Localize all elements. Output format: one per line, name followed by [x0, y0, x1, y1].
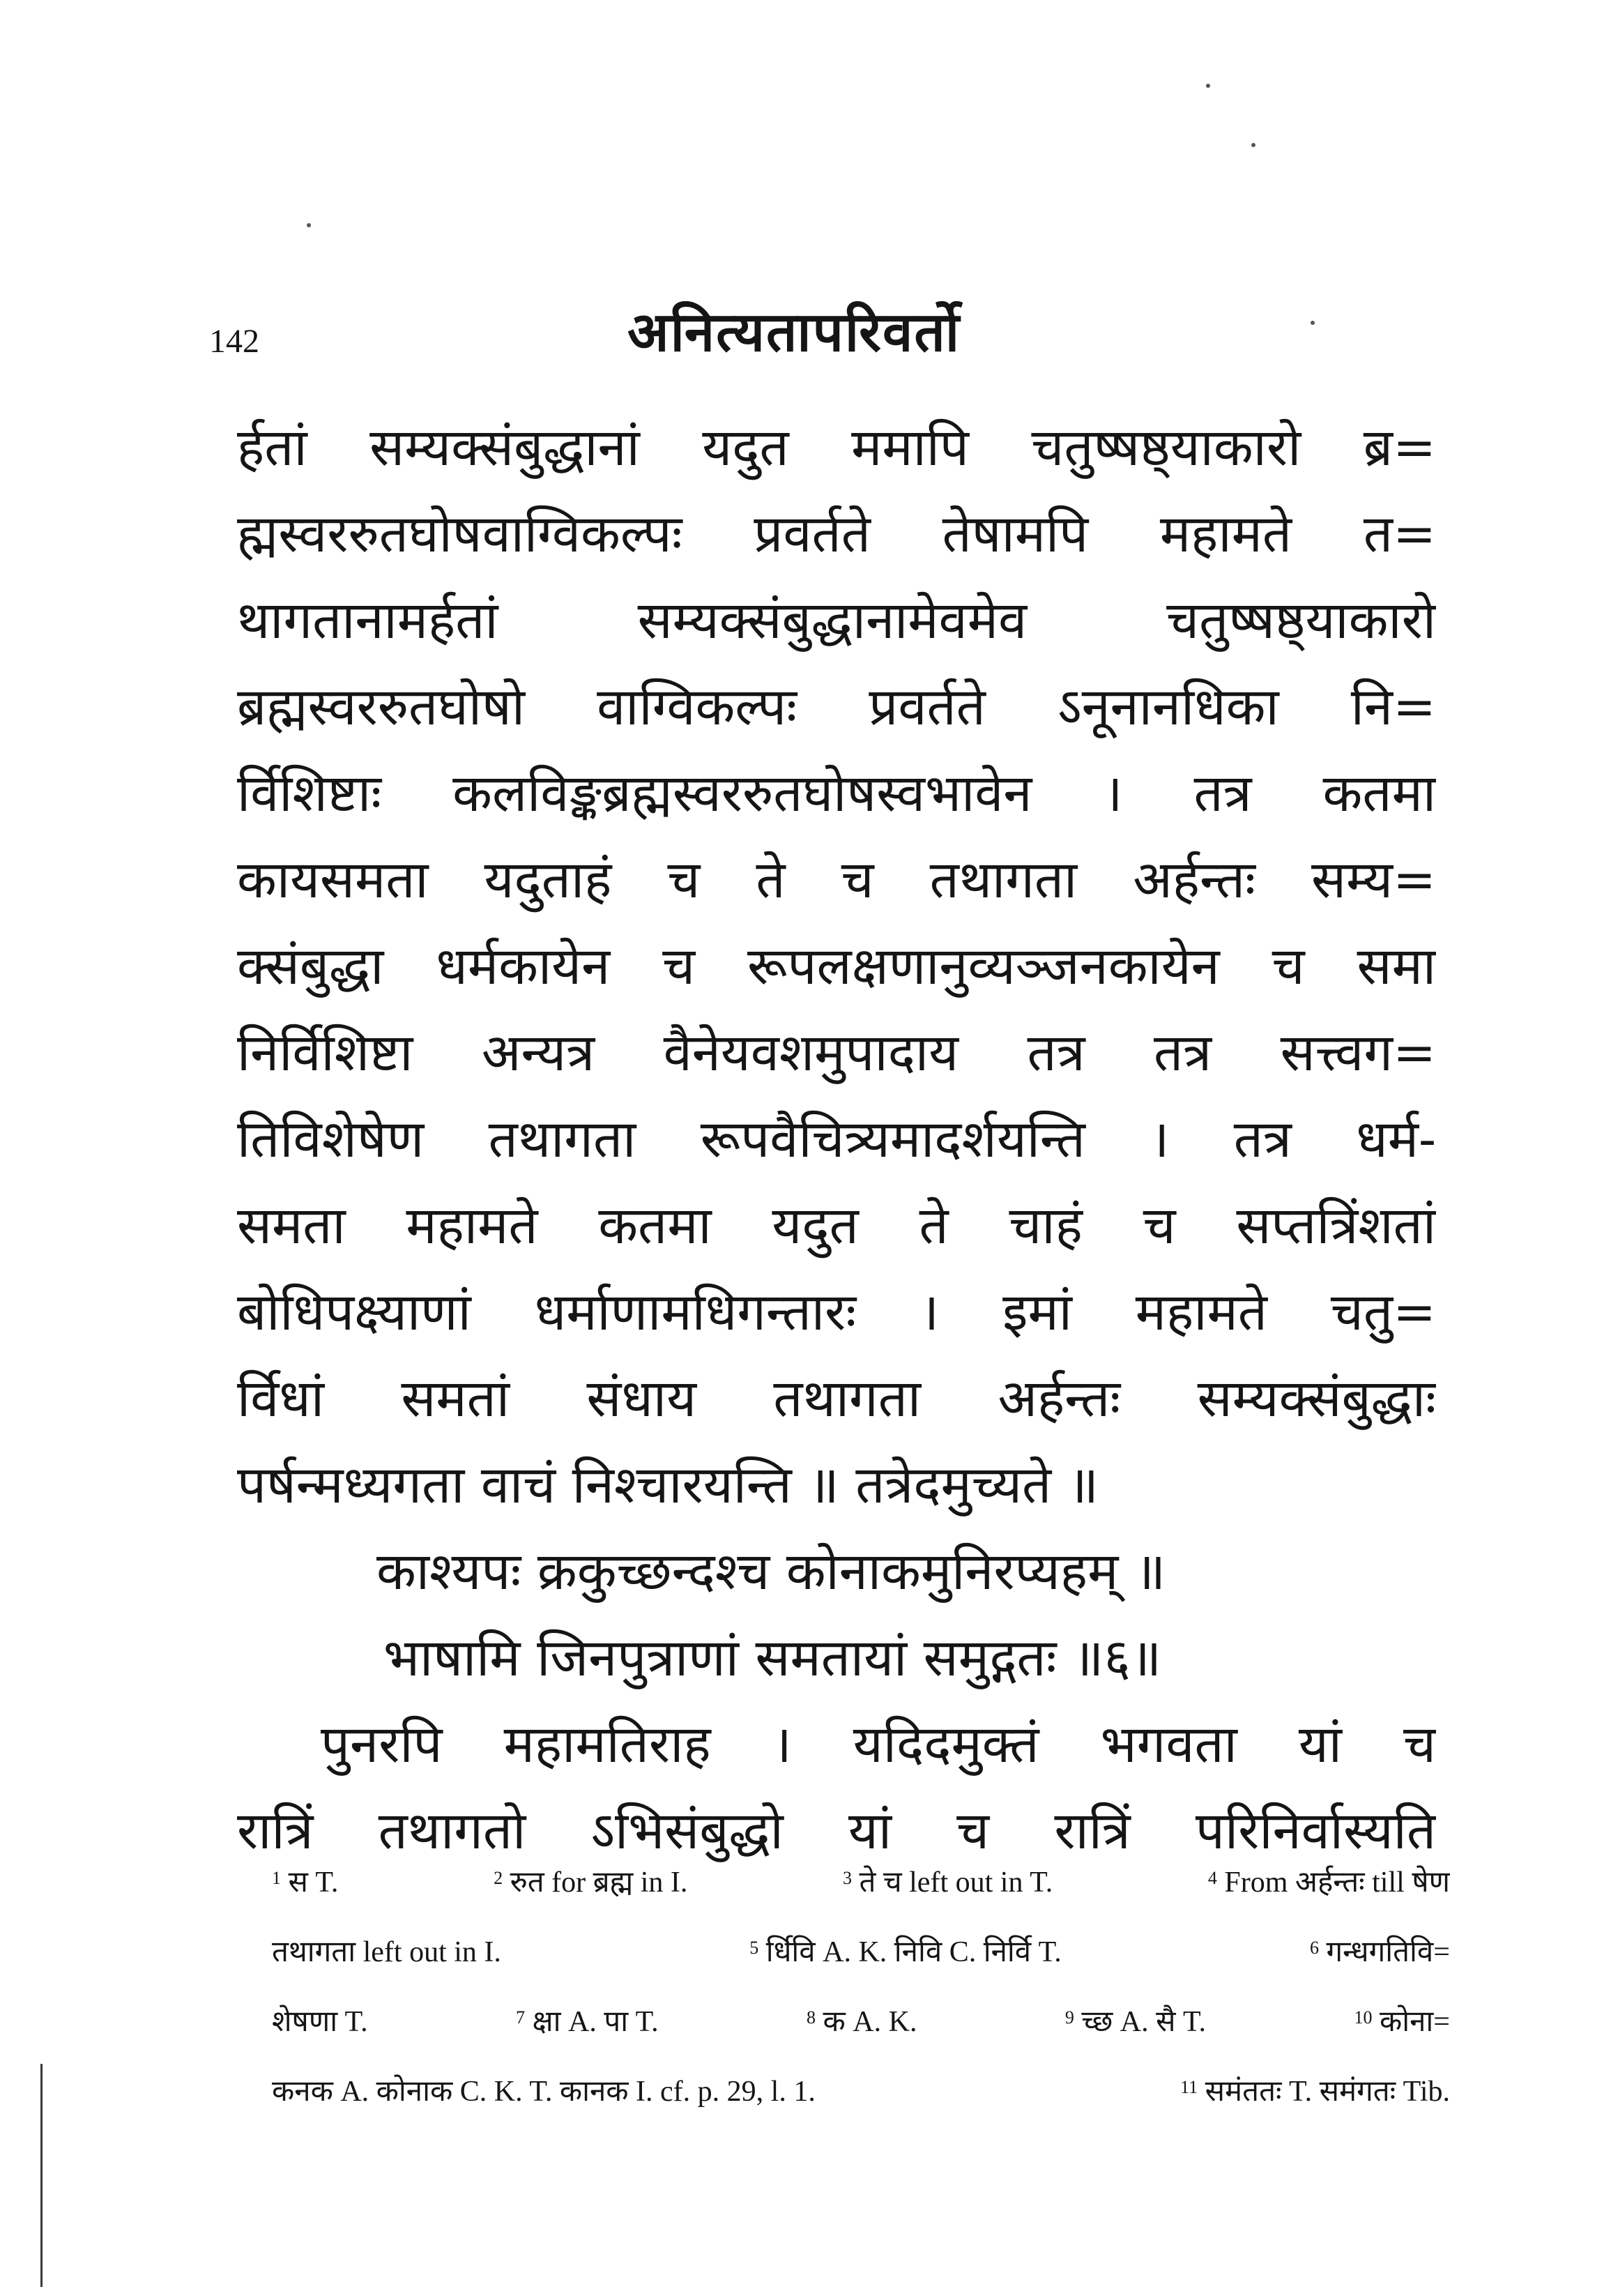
text-line: र्हतां सम्यक्संबुद्धानां यदुत ममापि चतुष्षष्ठ्याकारो ब्र=	[237, 418, 1436, 478]
page-header	[209, 279, 1408, 370]
footnote-number: 5	[749, 1938, 759, 1958]
footnote-number: 8	[807, 2007, 816, 2028]
footnote-text: कनक A. कोनाक C. K. T. कानक I. cf. p. 29, l. 1.	[272, 2076, 816, 2108]
text-line: कायसमता यदुताहं च ते च तथागता अर्हन्तः सम्य=	[237, 850, 1436, 910]
footnote-text: कोना=	[1379, 2006, 1450, 2038]
footnote-text: तथागता left out in I.	[272, 1936, 501, 1968]
footnote	[1354, 1987, 1450, 2057]
footnote-line	[272, 1917, 1450, 1987]
text-line: ब्रह्मस्वररुतघोषो वाग्विकल्पः प्रवर्तते ऽनूनानधिका नि=	[237, 677, 1436, 737]
footnote-number: 2	[494, 1868, 503, 1888]
footnote	[272, 2057, 816, 2127]
footnote	[843, 1848, 1053, 1917]
footnote-number: 1	[272, 1868, 281, 1888]
text-line: निर्विशिष्टा अन्यत्र वैनेयवशमुपादाय तत्र तत्र सत्त्वग=	[237, 1023, 1436, 1083]
footnote-text: स T.	[288, 1867, 339, 1899]
footnote-number: 3	[843, 1868, 853, 1888]
footnote	[272, 1848, 338, 1917]
text-line: ह्मस्वररुतघोषवाग्विकल्पः प्रवर्तते तेषामपि महामते त=	[237, 504, 1436, 564]
footnote	[1180, 2057, 1450, 2127]
running-title: अनित्यतापरिवर्तो	[627, 301, 961, 364]
footnote-line	[272, 2057, 1450, 2127]
footnotes	[272, 1848, 1450, 2127]
scan-speck	[307, 223, 311, 227]
text-line: र्विधां समतां संधाय तथागता अर्हन्तः सम्यक्संबुद्धाः	[237, 1369, 1436, 1429]
footnote-number: 10	[1354, 2007, 1373, 2028]
text-line: र्विशिष्टाः कलविङ्कब्रह्मस्वररुतघोषस्वभावेन । तत्र कतमा	[237, 763, 1436, 823]
footnote	[1310, 1917, 1450, 1987]
text-line: पुनरपि महामतिराह । यदिदमुक्तं भगवता यां च	[321, 1715, 1436, 1774]
footnote-number: 7	[516, 2007, 526, 2028]
footnote-text: समंततः T. समंगतः Tib.	[1205, 2076, 1450, 2108]
footnote	[749, 1917, 1062, 1987]
footnote-number: 11	[1180, 2077, 1198, 2097]
scan-speck	[1251, 143, 1255, 147]
text-line: समता महामते कतमा यदुत ते चाहं च सप्तत्रिंशतां	[237, 1196, 1436, 1256]
binding-shadow	[40, 2064, 43, 2287]
footnote-number: 4	[1207, 1868, 1217, 1888]
footnote	[516, 1987, 659, 2057]
footnote-text: च्छ A. सै T.	[1081, 2006, 1207, 2038]
text-line: पर्षन्मध्यगता वाचं निश्चारयन्ति ॥ तत्रेदमुच्यते ॥	[237, 1455, 1099, 1515]
verse-line: काश्यपः क्रकुच्छन्दश्च कोनाकमुनिरप्यहम् ॥	[376, 1542, 1166, 1602]
footnote-line	[272, 1987, 1450, 2057]
footnote	[807, 1987, 917, 2057]
text-line: बोधिपक्ष्याणां धर्माणामधिगन्तारः । इमां महामते चतु=	[237, 1282, 1436, 1342]
verse-line: भाषामि जिनपुत्राणां समतायां समुद्गतः ॥६॥	[383, 1628, 1162, 1688]
main-text	[237, 404, 1436, 1874]
footnote	[272, 1917, 501, 1987]
footnote-text: शेषणा T.	[272, 2006, 368, 2038]
footnote-text: क्षा A. पा T.	[532, 2006, 659, 2038]
footnote-number: 9	[1064, 2007, 1074, 2028]
footnote-text: ते च left out in T.	[859, 1867, 1053, 1899]
footnote-number: 6	[1309, 1938, 1319, 1958]
footnote-text: क A. K.	[823, 2006, 917, 2038]
footnote	[494, 1848, 687, 1917]
footnote-text: रुत for ब्रह्म in I.	[510, 1867, 688, 1899]
text-line: थागतानामर्हतां सम्यक्संबुद्धानामेवमेव चतुष्षष्ठ्याकारो	[237, 591, 1436, 651]
footnote	[272, 1987, 368, 2057]
footnote-text: From अर्हन्तः till षेण	[1224, 1867, 1450, 1899]
footnote-line	[272, 1848, 1450, 1917]
text-line: तिविशेषेण तथागता रूपवैचित्र्यमादर्शयन्ति । तत्र धर्म-	[237, 1109, 1436, 1169]
footnote-text: र्धिवि A. K. निवि C. निर्वि T.	[765, 1936, 1062, 1968]
scan-speck	[1206, 84, 1210, 88]
text-line: रात्रिं तथागतो ऽभिसंबुद्धो यां च रात्रिं परिनिर्वास्यति	[237, 1801, 1436, 1861]
footnote	[1208, 1848, 1450, 1917]
footnote-text: गन्धगतिवि=	[1326, 1936, 1450, 1968]
page-number: 142	[209, 323, 259, 360]
footnote	[1065, 1987, 1206, 2057]
text-line: क्संबुद्धा धर्मकायेन च रूपलक्षणानुव्यञ्जनकायेन च समा	[237, 936, 1436, 996]
